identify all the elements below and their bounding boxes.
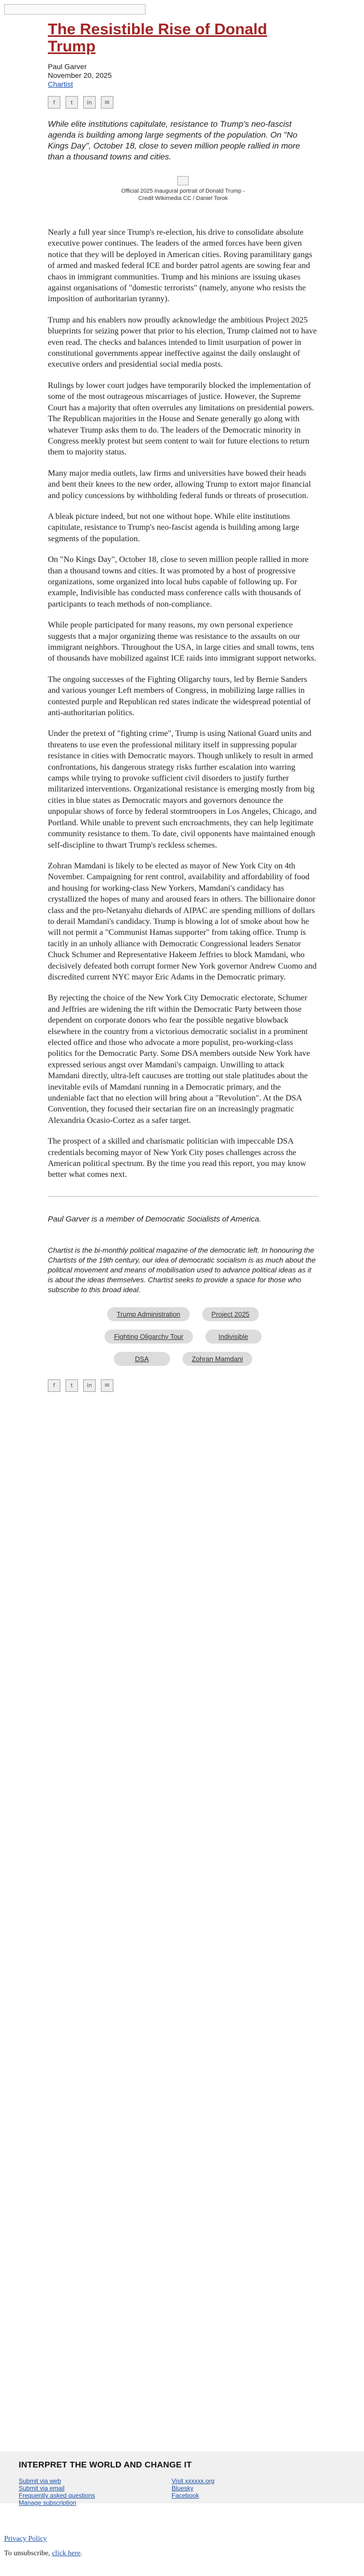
image-placeholder-icon — [177, 176, 189, 185]
paragraph: While people participated for many reasons, my own personal experience suggests that a major organizing theme was resistance to the assaults on our immigrant neighbors. Throughout the USA, in large cities and small towns, tens of thousands have mobilized against ICE raids into immigrant support networks. — [48, 621, 316, 663]
linkedin-icon[interactable]: in — [83, 96, 96, 109]
facebook-icon[interactable]: f — [48, 96, 60, 109]
facebook-link[interactable]: Facebook — [172, 2492, 199, 2499]
publish-date: November 20, 2025 — [48, 71, 112, 79]
publication-link[interactable]: Chartist — [48, 80, 73, 88]
faq-link[interactable]: Frequently asked questions — [19, 2492, 95, 2499]
email-icon[interactable]: ✉ — [101, 96, 113, 109]
paragraph: Trump and his enablers now proudly acknowledge the ambitious Project 2025 blueprints for seizing power that prior to his election, Trump claimed not to have even read. The checks and balances intended to limit usurpation of power in constitutional governments appear ineffective against the daily onslaught of executive orders and presidential social media posts. — [48, 315, 317, 369]
twitter-icon[interactable]: t — [66, 1379, 78, 1392]
about-chartist: Chartist is the bi-monthly political magazine of the democratic left. In honouring the Chartists of the 19th century, our idea of democratic socialism is as much about the political movement and means of mobilisation used to advance political ideas as it is about the ideas themselves. Chartist seeks to provide a space for those who subscribe to this broad ideal. — [48, 1245, 316, 1294]
paragraph: Many major media outlets, law firms and universities have bowed their heads and bent their knees to the new order, allowing Trump to extort major financial and policy concessions by withholding federal funds or threats of prosecution. — [48, 468, 311, 500]
unsubscribe-prefix: To unsubscribe, — [4, 2550, 50, 2557]
tag-project-2025[interactable]: Project 2025 — [202, 1307, 259, 1321]
tag-trump-administration[interactable]: Trump Administration — [107, 1307, 189, 1321]
author-name: Paul Garver — [48, 62, 87, 71]
author-bio: Paul Garver is a member of Democratic Socialists of America. — [48, 1214, 262, 1224]
article-image — [48, 176, 318, 202]
footer-links-left — [19, 2477, 95, 2506]
divider — [48, 1196, 318, 1197]
paragraph: Nearly a full year since Trump's re-election, his drive to consolidate absolute executive power continues. The leaders of the armed forces have been given notice that they will be deployed in American cities. Roving paramilitary gangs of armed and masked federal ICE and border patrol agents are sowing fear and chaos in immigrant communities. Trump and his minions are issuing ukases against organisations of "domestic terrorists" (namely, anyone who resists the imposition of authoritarian tyranny). — [48, 228, 313, 304]
footer — [0, 2451, 364, 2506]
tag-dsa[interactable]: DSA — [114, 1352, 170, 1366]
bottom-links — [4, 2534, 82, 2558]
tag-zohran-mamdani[interactable]: Zohran Mamdani — [183, 1352, 252, 1366]
unsubscribe-link[interactable]: click here — [51, 2550, 81, 2557]
share-bar-bottom — [48, 1379, 318, 1392]
tag-fighting-oligarchy-tour[interactable]: Fighting Oligarchy Tour — [105, 1330, 192, 1344]
privacy-policy-link[interactable]: Privacy Policy — [4, 2535, 47, 2543]
paragraph: Zohran Mamdani is likely to be elected as mayor of New York City on 4th November. Campaigning for rent control, availability and affordability of food and housing for working-class New Yorkers, Mamdani's candidacy has crystallized the hopes of many and aroused fears in others. The billionaire donor class and the pro-Netanyahu diehards of AIPAC are spending millions of dollars to derail Mamdani's candidacy. Trump is blowing a lot of smoke about how he will not permit a "Communist Hamas supporter" from taking office. Trump is tacitly in an unholy alliance with Democratic Congressional leaders Senator Chuck Schumer and Representative Hakeem Jeffries to block Mamdani, who decisively defeated both corrupt former New York governor Andrew Cuomo and discredited current NYC mayor Eric Adams in the Democratic primary. — [48, 861, 317, 982]
manage-subscription-link[interactable]: Manage subscription — [19, 2499, 76, 2506]
footer-heading: INTERPRET THE WORLD AND CHANGE IT — [19, 2461, 192, 2470]
email-icon[interactable]: ✉ — [101, 1379, 113, 1392]
linkedin-icon[interactable]: in — [83, 1379, 96, 1392]
paragraph: Under the pretext of "fighting crime", Trump is using National Guard units and threatens to use even the professional military itself in suppressing popular resistance in cities with Democratic mayors. Though unlikely to result in armed confrontations, his dangerous strategy risks further escalation into warring camps while trying to provoke sufficient civil disorders to justify further militarized interventions. Organizational resistance is emerging mostly from big cities in blue states as Democratic mayors and governors denounce the unpopular shows of force by federal stormtroopers in Los Angeles, Chicago, and Portland. While unable to prevent such encroachments, they can help legitimate community resistance to them. To date, civil opponents have maintained enough self-discipline to thwart Trump's reckless schemes. — [48, 729, 317, 850]
standfirst: While elite institutions capitulate, resistance to Trump's neo-fascist agenda is building among large segments of the population. On "No Kings Day", October 18, close to seven million people rallied in more than a thousand towns and cities. — [48, 120, 301, 162]
article-body — [48, 227, 318, 1180]
paragraph: The ongoing successes of the Fighting Oligarchy tours, led by Bernie Sanders and various younger Left members of Congress, in mobilizing large rallies in contested purple and Republican red states indicate the widespread potential of anti-authoritarian politics. — [48, 675, 311, 718]
facebook-icon[interactable]: f — [48, 1379, 60, 1392]
article-container — [48, 21, 318, 1392]
paragraph: The prospect of a skilled and charismatic politician with impeccable DSA credentials becoming mayor of New York City poses challenges across the American political spectrum. By the time you read this report, you may know better what comes next. — [48, 1137, 306, 1179]
top-banner-placeholder — [4, 4, 146, 15]
share-bar-top — [48, 96, 318, 109]
submit-web-link[interactable]: Submit via web — [19, 2477, 61, 2485]
image-caption-line1: Official 2025 inaugural portrait of Donald Trump - — [121, 188, 245, 194]
byline — [48, 62, 318, 89]
bluesky-link[interactable]: Bluesky — [172, 2485, 194, 2492]
image-caption-line2: Credit Wikimedia CC / Daniel Torok — [138, 195, 228, 202]
submit-email-link[interactable]: Submit via email — [19, 2485, 65, 2492]
tag-indivisible[interactable]: Indivisible — [205, 1330, 262, 1344]
paragraph: Rulings by lower court judges have temporarily blocked the implementation of some of the most outrageous miscarriages of justice. However, the Supreme Court has a majority that often overrules any limitations on presidential powers. The Republican majorities in the House and Senate generally go along with whatever Trump asks them to do. The leaders of the Democratic minority in Congress meekly protest but seem content to wait for future elections to return them to majority status. — [48, 381, 314, 457]
tag-list — [74, 1307, 292, 1366]
paragraph: On "No Kings Day", October 18, close to seven million people rallied in more than a thousand towns and cities. It was promoted by a host of progressive organizations, some organized into local hubs capable of following up. For example, Indivisible has conducted mass conference calls with thousands of participants to teach methods of non-compliance. — [48, 555, 309, 609]
visit-site-link[interactable]: Visit xxxxxx.org — [172, 2477, 215, 2485]
unsubscribe-suffix: . — [80, 2550, 83, 2557]
footer-links-right — [172, 2477, 214, 2499]
paragraph: A bleak picture indeed, but not one without hope. While elite institutions capitulate, resistance to Trump's neo-fascist agenda is building among large segments of the population. — [48, 512, 300, 543]
article-title[interactable]: The Resistible Rise of Donald Trump — [48, 21, 267, 55]
paragraph: By rejecting the choice of the New York City Democratic electorate, Schumer and Jeffries are widening the rift within the Democratic Party between those dependent on corporate donors who fear the possible negative blowback elsewhere in the country from a victorious democratic socialist in a prominent elected office and those who advocate a more populist, pro-working-class politics for the Democratic Party. Some DSA members outside New York have expressed serious angst over Mamdani's campaign. Unwilling to attack Mamdani directly, ultra-left caucuses are trotting out stale platitudes about the inevitable evils of Mamdani running in a Democratic primary, and the undeniable fact that no election will bring about a "Revolution". At the DSA Convention, they focused their sectarian fire on an increasingly pragmatic Alexandria Ocasio-Cortez as a safer target. — [48, 994, 310, 1125]
twitter-icon[interactable]: t — [66, 96, 78, 109]
